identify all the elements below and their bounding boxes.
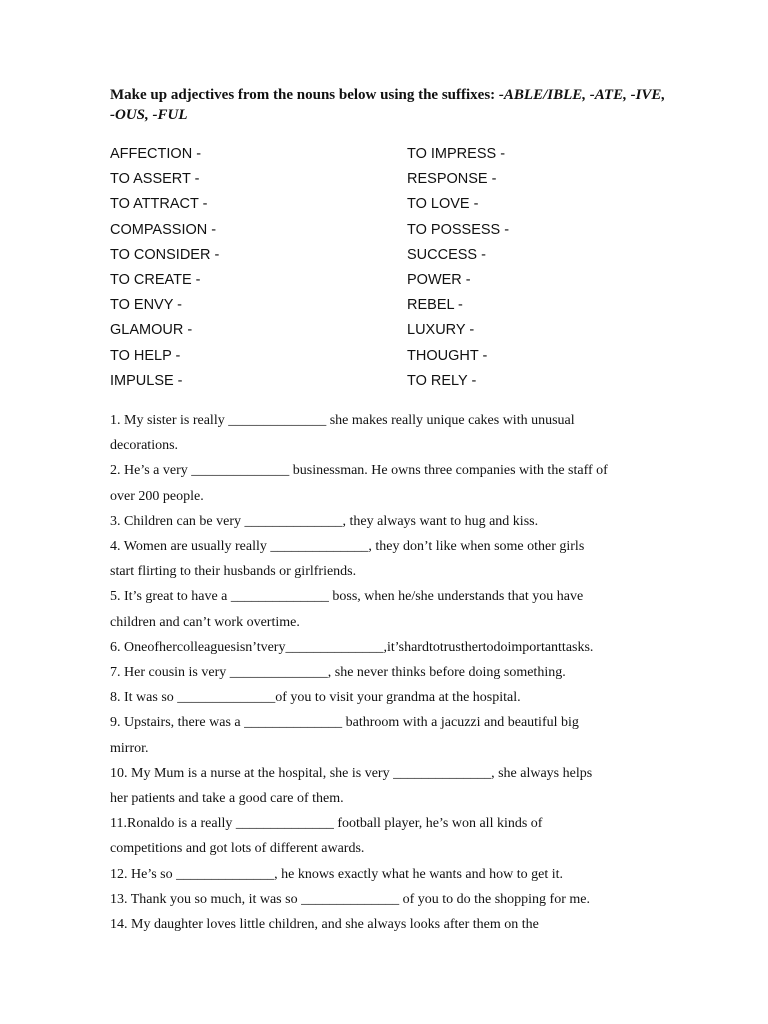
word-right: TO POSSESS - [407,221,510,238]
instructions-suffixes: -ABLE/IBLE, -ATE, -IVE, -OUS, -FUL [110,87,666,123]
sentence-line: 11.Ronaldo is a really ______________ football player, he’s won all kinds of [110,816,543,832]
word-row [110,268,670,293]
exercise-sentence [110,761,670,811]
sentence-line: 6. Oneofhercolleaguesisn’tvery______________,it’shardtotrusthertodoimportanttasks. [110,639,594,655]
word-row [110,142,670,167]
sentence-line: 10. My Mum is a nurse at the hospital, she is very ______________, she always helps [110,765,593,781]
word-left: AFFECTION - [110,146,202,162]
word-right: LUXURY - [407,322,475,339]
word-left: TO CONSIDER - [110,246,220,263]
exercise-sentence [110,862,670,887]
exercise-sentence [110,811,670,861]
word-row [110,218,670,243]
exercise-sentence [110,685,670,710]
exercise-sentence [110,912,670,937]
exercise-sentence [110,887,670,912]
word-row [110,192,670,217]
word-row [110,293,670,318]
word-row [110,318,670,343]
word-right: THOUGHT - [407,347,488,364]
sentence-line: 14. My daughter loves little children, and she always looks after them on the [110,917,539,933]
word-left: TO ASSERT - [110,171,200,188]
exercise-sentence [110,660,670,685]
exercise-sentence [110,509,670,534]
sentence-line: 2. He’s a very ______________ businessman. He owns three companies with the staff of [110,463,608,479]
sentence-line: 5. It’s great to have a ______________ boss, when he/she understands that you have [110,589,584,605]
word-row [110,369,670,394]
word-right: TO RELY - [407,372,477,389]
sentence-line: over 200 people. [110,488,204,504]
word-right: TO IMPRESS - [407,146,506,162]
sentence-line: her patients and take a good care of them. [110,791,344,807]
sentence-line: decorations. [110,438,179,454]
word-left: COMPASSION - [110,221,217,238]
word-right: POWER - [407,271,471,288]
sentence-line: 9. Upstairs, there was a ______________ bathroom with a jacuzzi and beautiful big [110,715,579,731]
word-right: TO LOVE - [407,196,479,213]
word-left: TO ENVY - [110,297,182,314]
sentence-line: start flirting to their husbands or girlfriends. [110,564,357,580]
word-right: REBEL - [407,297,463,314]
exercise-sentence [110,534,670,584]
exercise-sentence [110,584,670,634]
word-row [110,167,670,192]
sentence-line: children and can’t work overtime. [110,614,300,630]
exercise-sentences [110,408,670,937]
word-right: SUCCESS - [407,246,486,263]
sentence-line: 3. Children can be very ______________, they always want to hug and kiss. [110,513,539,529]
instructions [110,85,670,125]
exercise-sentence [110,458,670,508]
word-left: TO ATTRACT - [110,196,208,213]
sentence-line: 4. Women are usually really ______________, they don’t like when some other girls [110,539,585,555]
word-list [110,142,670,394]
sentence-line: 13. Thank you so much, it was so ______________ of you to do the shopping for me. [110,891,590,907]
exercise-sentence [110,408,670,458]
word-left: TO HELP - [110,347,181,364]
sentence-line: 7. Her cousin is very ______________, she never thinks before doing something. [110,665,566,681]
sentence-line: mirror. [110,740,149,756]
sentence-line: 8. It was so ______________of you to visit your grandma at the hospital. [110,690,521,706]
instructions-text: Make up adjectives from the nouns below using the suffixes: [110,87,499,103]
sentence-line: 12. He’s so ______________, he knows exactly what he wants and how to get it. [110,866,563,882]
sentence-line: 1. My sister is really ______________ she makes really unique cakes with unusual [110,413,575,428]
word-row [110,243,670,268]
word-right: RESPONSE - [407,171,497,188]
word-row [110,344,670,369]
sentence-line: competitions and got lots of different awards. [110,841,365,857]
exercise-sentence [110,635,670,660]
exercise-sentence [110,710,670,760]
word-left: IMPULSE - [110,372,183,389]
word-left: TO CREATE - [110,271,201,288]
word-left: GLAMOUR - [110,322,193,339]
